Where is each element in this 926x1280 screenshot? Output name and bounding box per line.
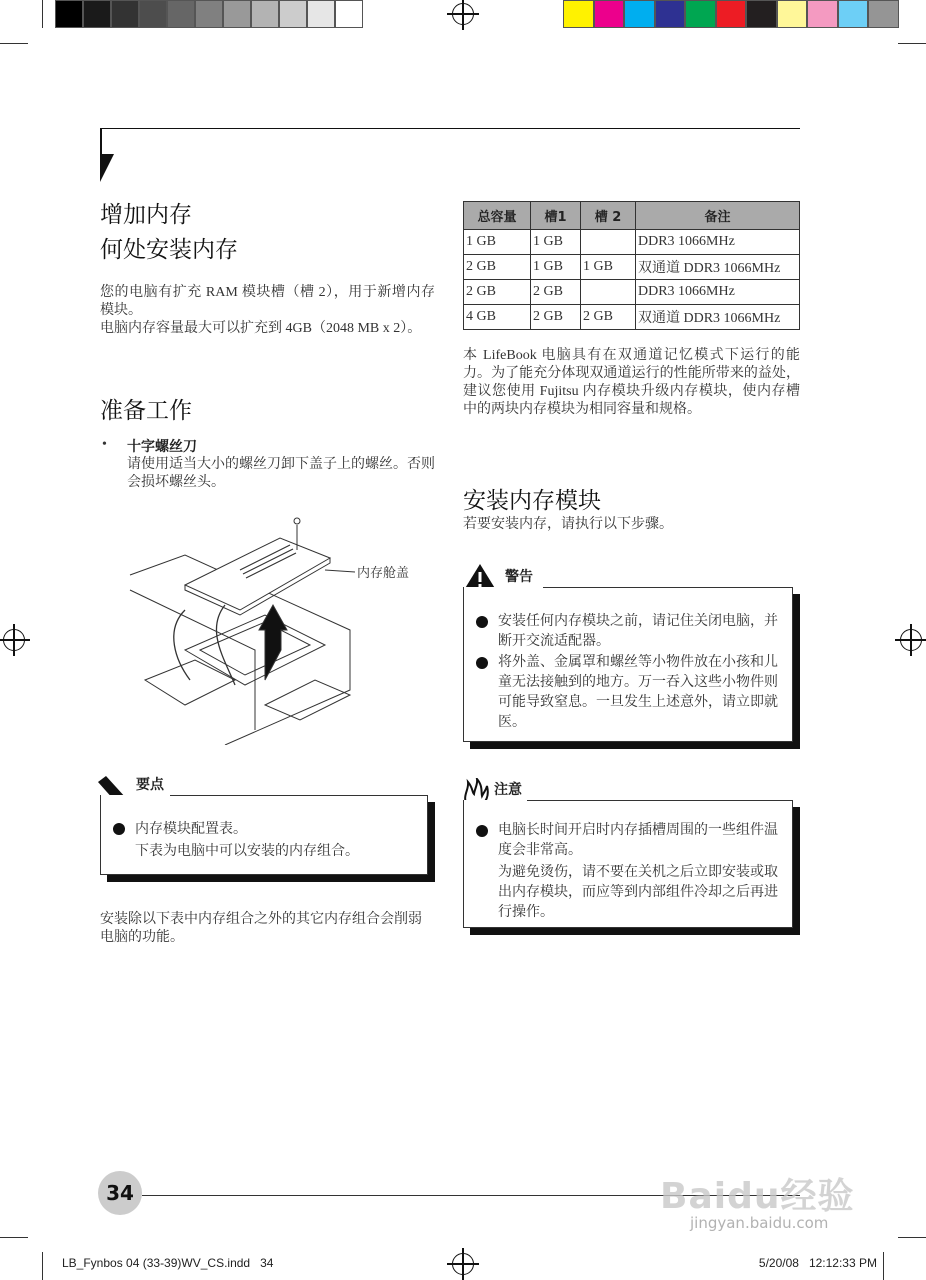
table-cell: 2 GB — [581, 305, 636, 330]
table-cell: 2 GB — [464, 280, 531, 305]
caution-item: 电脑长时间开启时内存插槽周围的一些组件温度会非常高。 — [498, 823, 778, 858]
warning-item-2: 将外盖、金属罩和螺丝等小物件放在小孩和儿童无法接触到的地方。万一吞入这些小物件则可能导致窒息。一旦发生上述意外，请立即就医。 — [498, 655, 778, 730]
table-row — [464, 280, 800, 305]
color-swatch — [563, 0, 594, 28]
table-header-row — [464, 202, 800, 230]
baidu-watermark-logo: Baidu经验 — [660, 1176, 855, 1217]
warning-title-rule — [543, 587, 793, 588]
table-cell: 1 GB — [464, 230, 531, 255]
gray-swatch — [251, 0, 279, 28]
gray-swatch — [139, 0, 167, 28]
color-swatch — [868, 0, 899, 28]
color-swatch — [746, 0, 777, 28]
header-rule — [100, 128, 800, 129]
warning-title: 警告 — [505, 569, 536, 585]
table-cell: 1 GB — [581, 255, 636, 280]
note-box — [100, 795, 428, 875]
crop-mark — [42, 0, 43, 28]
figure-label-memory-cover: 内存舱盖 — [357, 565, 410, 580]
gray-swatch — [83, 0, 111, 28]
registration-mark-right — [900, 629, 922, 651]
color-swatch — [624, 0, 655, 28]
table-cell — [581, 230, 636, 255]
note-title: 要点 — [136, 777, 167, 793]
crop-mark — [0, 43, 28, 44]
color-swatch — [594, 0, 625, 28]
table-cell: 1 GB — [531, 230, 581, 255]
color-swatch — [807, 0, 838, 28]
install-intro: 若要安装内存，请执行以下步骤。 — [463, 517, 673, 532]
bullet-dot — [476, 616, 488, 628]
crop-mark — [42, 1252, 43, 1280]
warning-box — [463, 587, 793, 742]
caution-title-rule — [527, 800, 793, 801]
table-cell: 双通道 DDR3 1066MHz — [636, 255, 800, 280]
bullet-marker: • — [102, 437, 107, 452]
color-swatch — [655, 0, 686, 28]
outro-paragraph: 安装除以下表中内存组合之外的其它内存组合会削弱电脑的功能。 — [100, 912, 422, 945]
memory-cover-illustration — [125, 510, 355, 745]
crop-mark — [883, 1252, 884, 1280]
intro-paragraph-1: 您的电脑有扩充 RAM 模块槽（槽 2），用于新增内存模块。 — [100, 285, 435, 318]
baidu-watermark-url: jingyan.baidu.com — [690, 1214, 829, 1232]
table-cell: 2 GB — [531, 280, 581, 305]
gray-swatch — [279, 0, 307, 28]
table-cell: DDR3 1066MHz — [636, 230, 800, 255]
header-notes: 备注 — [636, 202, 800, 230]
color-swatch — [716, 0, 747, 28]
page-number: 34 — [106, 1181, 134, 1205]
registration-mark-bottom — [452, 1253, 474, 1275]
table-cell: DDR3 1066MHz — [636, 280, 800, 305]
header-tab-marker — [100, 128, 116, 182]
section-title-where: 何处安装内存 — [100, 237, 238, 263]
table-cell: 1 GB — [531, 255, 581, 280]
header-total: 总容量 — [464, 202, 531, 230]
caution-box — [463, 800, 793, 928]
gray-swatch — [167, 0, 195, 28]
gray-swatch — [55, 0, 83, 28]
table-cell: 2 GB — [464, 255, 531, 280]
warning-item-1: 安装任何内存模块之前，请记住关闭电脑，并断开交流适配器。 — [498, 614, 778, 649]
table-row — [464, 230, 800, 255]
registration-mark-left — [3, 629, 25, 651]
table-row — [464, 305, 800, 330]
table-cell: 2 GB — [531, 305, 581, 330]
color-swatch — [685, 0, 716, 28]
table-row — [464, 255, 800, 280]
gray-swatch — [195, 0, 223, 28]
table-cell — [581, 280, 636, 305]
caution-extra: 为避免烫伤，请不要在关机之后立即安装或取出内存模块，而应等到内部组件冷却之后再进行操作。 — [498, 865, 778, 920]
crop-mark — [898, 1237, 926, 1238]
footer-timestamp: 5/20/08 12:12:33 PM — [758, 1256, 877, 1270]
note-line-1: 内存模块配置表。 — [135, 822, 247, 837]
crop-mark — [898, 43, 926, 44]
section-title-install: 安装内存模块 — [463, 488, 601, 514]
crop-mark — [0, 1237, 28, 1238]
table-cell: 双通道 DDR3 1066MHz — [636, 305, 800, 330]
dual-channel-paragraph: 本 LifeBook 电脑具有在双通道记忆模式下运行的能力。为了能充分体现双通道运行的性能所带来的益处，建议您使用 Fujitsu 内存模块升级内存模块，使内存槽中的两块内存模块为相同容量和规格。 — [463, 348, 800, 417]
gray-swatch — [111, 0, 139, 28]
header-slot1: 槽1 — [531, 202, 581, 230]
note-line-2: 下表为电脑中可以安装的内存组合。 — [135, 844, 359, 859]
gray-swatch — [307, 0, 335, 28]
bullet-title: 十字螺丝刀 — [127, 439, 197, 455]
registration-mark-top — [452, 3, 474, 25]
color-swatch — [838, 0, 869, 28]
memory-config-table — [463, 201, 800, 330]
header-slot2: 槽 2 — [581, 202, 636, 230]
bullet-text: 请使用适当大小的螺丝刀卸下盖子上的螺丝。否则会损坏螺丝头。 — [127, 457, 435, 490]
page-title: 增加内存 — [100, 202, 192, 228]
section-title-prep: 准备工作 — [100, 398, 192, 424]
bullet-dot — [476, 825, 488, 837]
table-cell: 4 GB — [464, 305, 531, 330]
intro-paragraph-2: 电脑内存容量最大可以扩充到 4GB（2048 MB x 2）。 — [100, 321, 422, 336]
footer-file-info: LB_Fynbos 04 (33-39)WV_CS.indd 34 — [62, 1256, 274, 1270]
caution-title: 注意 — [494, 782, 525, 798]
gray-swatch — [223, 0, 251, 28]
note-title-rule — [170, 795, 428, 796]
gray-swatch — [335, 0, 363, 28]
bullet-dot — [476, 657, 488, 669]
color-swatch — [777, 0, 808, 28]
bullet-dot — [113, 823, 125, 835]
